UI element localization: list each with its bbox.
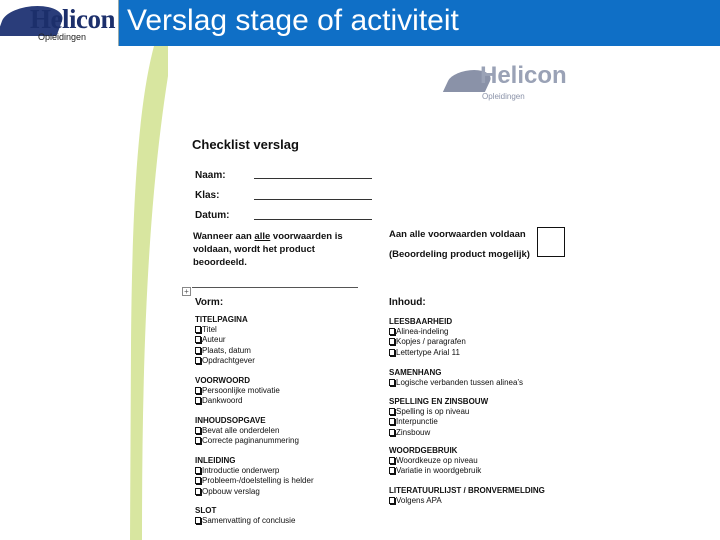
checkbox-icon[interactable] [195,326,201,333]
document-logo [448,60,568,105]
checklist-item [195,466,314,476]
checkbox-icon[interactable] [195,427,201,434]
checklist-item-label: Kopjes / paragrafen [396,337,466,347]
checklist-item [195,356,255,366]
checklist-item [195,516,295,526]
document-title: Checklist verslag [192,137,299,152]
checkbox-icon[interactable] [195,397,201,404]
checkbox-icon[interactable] [195,357,201,364]
checklist-item [389,466,481,476]
checkbox-icon[interactable] [195,477,201,484]
page-title: Verslag stage of activiteit [127,4,459,37]
checklist-item-label: Opdrachtgever [202,355,255,365]
inhoud-section-literatuurlijst-bronvermelding [389,486,545,506]
checklist-item-label: Zinsbouw [396,427,431,437]
checklist-item-label: Probleem-/doelstelling is helder [202,476,314,486]
checklist-item [195,335,255,345]
section-heading: WOORDGEBRUIK [389,446,458,455]
section-heading: SAMENHANG [389,368,442,377]
inhoud-section-leesbaarheid [389,317,466,358]
checklist-item [195,426,299,436]
checklist-item [195,386,280,396]
checklist-item-label: Interpunctie [396,417,438,427]
field-label-klas: Klas: [195,190,220,201]
checkbox-icon[interactable] [389,349,395,356]
checkbox-icon[interactable] [195,437,201,444]
inhoud-section-spelling-en-zinsbouw [389,397,488,438]
vorm-section-slot [195,506,295,526]
checklist-item [389,407,488,417]
section-heading: SPELLING EN ZINSBOUW [389,397,489,406]
checklist-item-label: Woordkeuze op niveau [396,456,478,465]
checkbox-icon[interactable] [195,347,201,354]
inhoud-section-woordgebruik [389,446,481,477]
section-heading: VOORWOORD [195,376,250,385]
section-heading: INHOUDSOPGAVE [195,416,266,425]
checklist-item [195,487,314,497]
field-label-naam: Naam: [195,170,226,181]
checklist-item-label: Persoonlijke motivatie [202,386,280,395]
checkbox-icon[interactable] [389,467,395,474]
vorm-section-voorwoord [195,376,280,407]
checklist-item [389,417,488,427]
checklist-item [389,337,466,347]
checklist-item [389,456,481,466]
checklist-item-label: Dankwoord [202,396,243,406]
checklist-item [389,348,466,358]
condition-emphasis: alle [254,231,271,242]
checklist-item-label: Opbouw verslag [202,486,260,496]
checklist-item [389,496,545,506]
checklist-item-label: Lettertype Arial 11 [396,347,460,357]
section-heading: TITELPAGINA [195,315,248,324]
condition-met-label: Aan alle voorwaarden voldaan [389,229,526,240]
checklist-item-label: Bevat alle onderdelen [202,426,280,435]
field-label-datum: Datum: [195,210,230,221]
vorm-section-inhoudsopgave [195,416,299,447]
checklist-item [389,428,488,438]
inhoud-section-samenhang [389,368,523,388]
assessment-possible-label: (Beoordeling product mogelijk) [389,249,530,260]
checklist-item [389,378,523,388]
vorm-section-inleiding [195,456,314,497]
checklist-item [195,476,314,486]
checklist-item [389,327,466,337]
checklist-item-label: Plaats, datum [202,345,251,355]
checkbox-icon[interactable] [389,379,395,386]
checklist-item-label: Introductie onderwerp [202,466,280,475]
checkbox-icon[interactable] [389,457,395,464]
vorm-section-titelpagina [195,315,255,366]
divider-line [192,287,358,288]
checklist-item-label: Titel [202,325,217,334]
checkbox-icon[interactable] [195,336,201,343]
logo-wordmark: Helicon [30,4,115,34]
checklist-item-label: Spelling is op niveau [396,407,470,416]
checklist-item-label: Logische verbanden tussen alinea’s [396,378,524,387]
checklist-item-label: Alinea-indeling [396,327,449,336]
checklist-item [195,325,255,335]
checkbox-icon[interactable] [195,467,201,474]
checkbox-icon[interactable] [389,338,395,345]
field-line-klas [254,199,372,200]
checklist-item-label: Correcte paginanummering [202,436,299,446]
checklist-item [195,346,255,356]
checklist-item [195,436,299,446]
checklist-item-label: Auteur [202,335,226,345]
table-move-handle-icon[interactable]: + [182,287,191,296]
section-heading: LEESBAARHEID [389,317,453,326]
checkbox-icon[interactable] [389,497,395,504]
checkbox-icon[interactable] [389,418,395,425]
vorm-heading: Vorm: [195,297,224,308]
checkbox-icon[interactable] [195,488,201,495]
field-line-datum [254,219,372,220]
checkbox-icon[interactable] [389,408,395,415]
checkbox-icon[interactable] [195,517,201,524]
section-heading: INLEIDING [195,456,236,465]
checklist-item [195,396,280,406]
logo-subtitle: Opleidingen [38,32,87,42]
checklist-item-label: Samenvatting of conclusie [202,516,296,525]
condition-text: Wanneer aan alle voorwaarden is voldaan, wordt het product beoordeeld. [193,231,343,268]
field-line-naam [254,178,372,179]
checklist-item-label: Volgens APA [396,496,442,505]
section-heading: SLOT [195,506,217,515]
document-logo-subtitle: Opleidingen [482,92,525,101]
checklist-item-label: Variatie in woordgebruik [396,466,482,476]
conditions-met-checkbox[interactable] [537,227,565,257]
checkbox-icon[interactable] [389,429,395,436]
checkbox-icon[interactable] [195,387,201,394]
document-logo-wordmark: Helicon [480,62,567,89]
section-heading: LITERATUURLIJST / BRONVERMELDING [389,486,545,495]
checkbox-icon[interactable] [389,328,395,335]
inhoud-heading: Inhoud: [389,297,426,308]
